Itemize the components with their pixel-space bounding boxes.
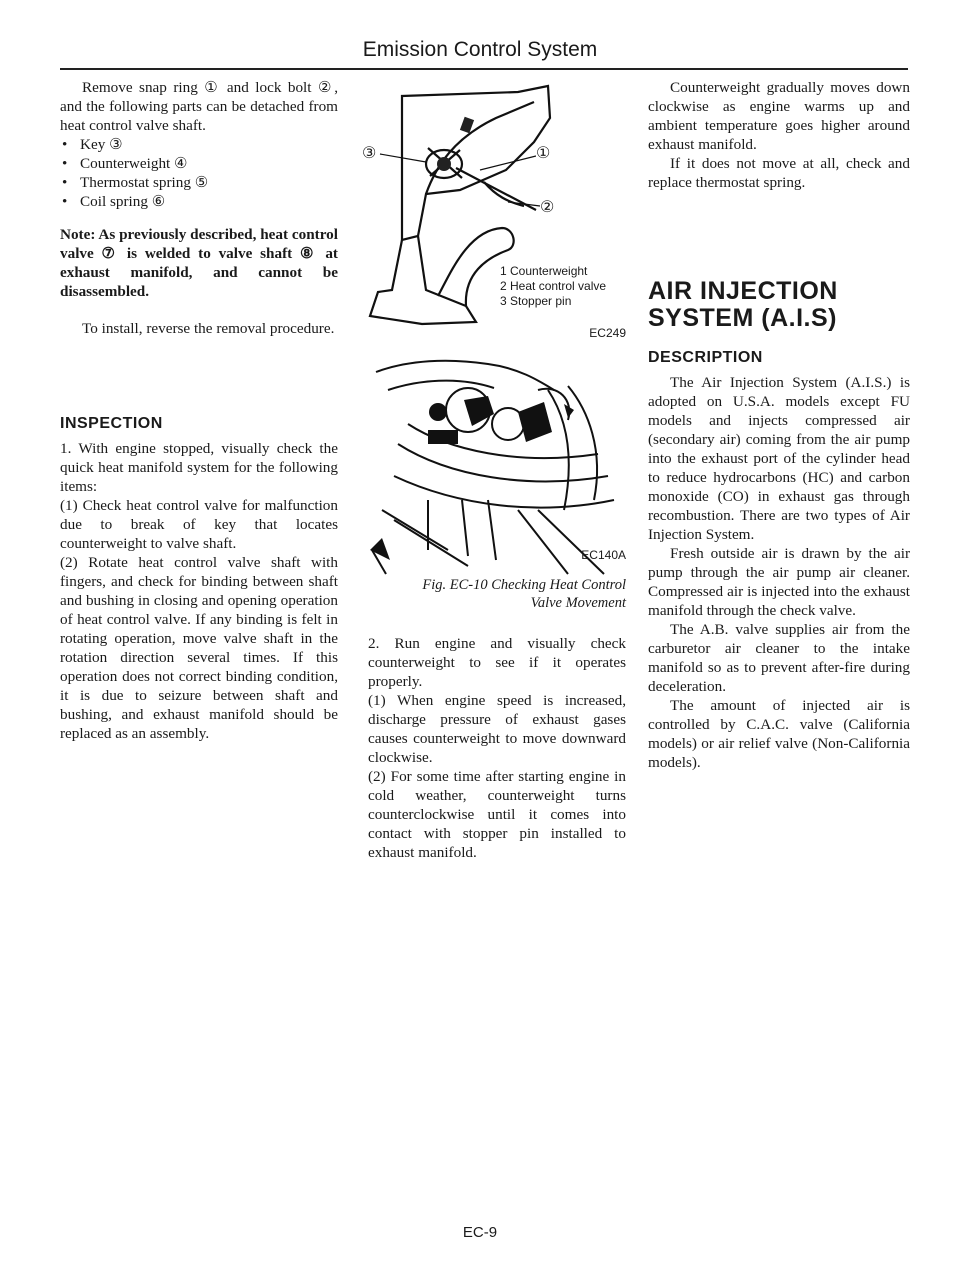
column-right: [648, 78, 910, 772]
parts-list-item: • Key ③: [60, 135, 338, 154]
description-paragraph: The Air Injection System (A.I.S.) is adopted on U.S.A. models except FU models and injects compressed air (secondary air) coming from the air pump into the exhaust port of the cylinder head to reduce hydrocarbons (HC) and carbon monoxide (CO) in exhaust gas through recombustion. There are two types of Air Injection System.: [648, 374, 910, 543]
figure-caption-line: Fig. EC-10 Checking Heat Control: [422, 577, 626, 593]
page-header-title: Emission Control System: [362, 38, 598, 61]
inspection-step-1: 1. With engine stopped, visually check the quick heat manifold system for the following items:: [60, 440, 338, 495]
figure-code: EC140A: [581, 548, 626, 562]
figure-legend: [500, 264, 606, 309]
figure-heat-control-valve: [362, 78, 626, 340]
figure-checking-movement: [368, 350, 626, 576]
section-title: [648, 278, 910, 332]
figure-caption: [368, 576, 626, 612]
run-step-2: 2. Run engine and visually check counterweight to see if it operates properly.: [368, 635, 626, 690]
description-heading: DESCRIPTION: [648, 349, 763, 366]
description-paragraph: Fresh outside air is drawn by the air pump through the air pump air cleaner. Compressed air is injected into the exhaust manifold through the check valve.: [648, 545, 910, 619]
section-title-line: SYSTEM (A.I.S): [648, 304, 837, 332]
inspection-step-1-1: (1) Check heat control valve for malfunction due to break of key that locates counterweight to valve shaft.: [60, 497, 338, 552]
description-paragraph: The amount of injected air is controlled by C.A.C. valve (California models) or air relief valve (Non-California models).: [648, 697, 910, 771]
figure-code: EC249: [589, 326, 626, 340]
figure-caption-line: Valve Movement: [530, 595, 626, 611]
callout-3: ③: [362, 145, 377, 162]
section-title-line: AIR INJECTION: [648, 277, 838, 305]
removal-intro: Remove snap ring ① and lock bolt ②, and the following parts can be detached from heat control valve shaft.: [60, 79, 338, 134]
callout-1: ①: [536, 145, 551, 162]
parts-list-item: • Thermostat spring ⑤: [60, 173, 338, 192]
run-step-2-2: (2) For some time after starting engine in cold weather, counterweight turns counterclockwise until it comes into contact with stopper pin installed to exhaust manifold.: [368, 768, 626, 861]
header-rule: [60, 68, 908, 70]
parts-list: [60, 135, 338, 211]
parts-list-item: • Coil spring ⑥: [60, 192, 338, 211]
column-left: [60, 78, 338, 743]
inspection-heading: INSPECTION: [60, 415, 163, 432]
note-welded-valve: Note: As previously described, heat control valve ⑦ is welded to valve shaft ⑧ at exhaust manifold, and cannot be disassembled.: [60, 226, 338, 300]
parts-list-item: • Counterweight ④: [60, 154, 338, 173]
run-step-2-1: (1) When engine speed is increased, discharge pressure of exhaust gases causes counterweight to move downward clockwise.: [368, 692, 626, 766]
column-middle: [362, 78, 626, 862]
description-paragraph: The A.B. valve supplies air from the carburetor air cleaner to the intake manifold so as to prevent after-fire during deceleration.: [648, 621, 910, 695]
page-number: EC-9: [462, 1224, 498, 1241]
inspection-step-1-2: (2) Rotate heat control valve shaft with fingers, and check for binding between shaft and bushing in closing and opening operation of heat control valve. If any binding is felt in rotating operation, move valve shaft in the rotation direction several times. If this operation does not correct binding condition, it is due to seizure between shaft and bushing, and exhaust manifold should be replaced as an assembly.: [60, 554, 338, 742]
legend-item: 3 Stopper pin: [500, 294, 572, 308]
counterweight-paragraph: Counterweight gradually moves down clockwise as engine warms up and ambient temperature goes higher around exhaust manifold.: [648, 79, 910, 153]
install-instruction: To install, reverse the removal procedure.: [82, 320, 335, 337]
legend-item: 2 Heat control valve: [500, 279, 607, 293]
engine-photo-sketch: [368, 350, 626, 576]
callout-2: ②: [540, 199, 555, 216]
thermostat-paragraph: If it does not move at all, check and replace thermostat spring.: [648, 155, 910, 191]
legend-item: 1 Counterweight: [500, 264, 588, 278]
